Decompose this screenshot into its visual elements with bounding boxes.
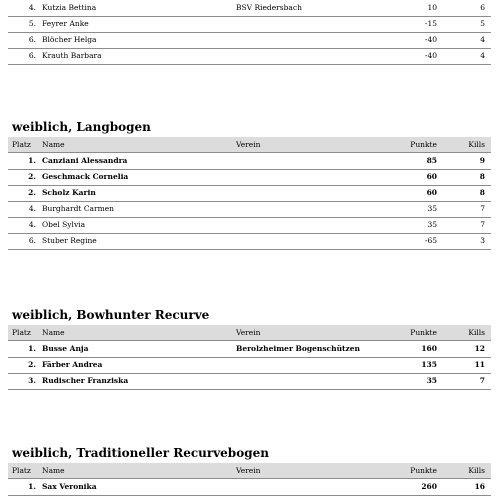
cell-kills: 5 bbox=[480, 19, 485, 28]
cell-punkte: -65 bbox=[424, 236, 437, 245]
cell-name: Krauth Barbara bbox=[42, 51, 102, 60]
column-header-kills: Kills bbox=[468, 466, 485, 475]
column-header-punkte: Punkte bbox=[410, 328, 437, 337]
cell-platz: 4. bbox=[28, 204, 36, 213]
table-header bbox=[8, 463, 491, 479]
table-row bbox=[8, 153, 491, 170]
column-header-platz: Platz bbox=[12, 466, 31, 475]
cell-name: Färber Andrea bbox=[42, 360, 103, 369]
cell-platz: 2. bbox=[28, 360, 36, 369]
table-row bbox=[8, 0, 491, 17]
cell-punkte: 135 bbox=[421, 360, 437, 369]
cell-name: Feyrer Anke bbox=[42, 19, 89, 28]
column-header-punkte: Punkte bbox=[410, 466, 437, 475]
column-header-kills: Kills bbox=[468, 328, 485, 337]
table-row bbox=[8, 357, 491, 374]
cell-platz: 4. bbox=[28, 3, 36, 12]
column-header-name: Name bbox=[42, 466, 65, 475]
cell-punkte: 35 bbox=[426, 376, 437, 385]
cell-verein: BSV Riedersbach bbox=[236, 3, 302, 12]
cell-punkte: -40 bbox=[424, 51, 437, 60]
cell-platz: 2. bbox=[28, 188, 36, 197]
cell-punkte: 160 bbox=[421, 344, 437, 353]
cell-kills: 7 bbox=[480, 204, 485, 213]
cell-platz: 5. bbox=[28, 19, 36, 28]
cell-kills: 3 bbox=[480, 236, 485, 245]
column-header-kills: Kills bbox=[468, 140, 485, 149]
cell-platz: 1. bbox=[28, 156, 36, 165]
cell-punkte: 10 bbox=[427, 3, 437, 12]
cell-punkte: -40 bbox=[424, 35, 437, 44]
cell-platz: 1. bbox=[28, 344, 36, 353]
cell-name: Burghardt Carmen bbox=[42, 204, 114, 213]
cell-name: Scholz Karin bbox=[42, 188, 96, 197]
table-row bbox=[8, 217, 491, 234]
cell-kills: 7 bbox=[480, 220, 485, 229]
column-header-verein: Verein bbox=[236, 140, 261, 149]
cell-platz: 6. bbox=[28, 35, 36, 44]
cell-kills: 4 bbox=[480, 51, 485, 60]
cell-punkte: 85 bbox=[426, 156, 437, 165]
column-header-verein: Verein bbox=[236, 328, 261, 337]
cell-kills: 11 bbox=[474, 360, 485, 369]
cell-punkte: 60 bbox=[426, 188, 437, 197]
cell-name: Blöcher Helga bbox=[42, 35, 97, 44]
cell-platz: 2. bbox=[28, 172, 36, 181]
column-header-name: Name bbox=[42, 140, 65, 149]
cell-name: Canziani Alessandra bbox=[42, 156, 128, 165]
cell-punkte: 260 bbox=[421, 482, 437, 491]
column-header-name: Name bbox=[42, 328, 65, 337]
table-row bbox=[8, 32, 491, 49]
cell-punkte: -15 bbox=[424, 19, 437, 28]
section-title: weiblich, Bowhunter Recurve bbox=[12, 308, 210, 322]
table-row bbox=[8, 479, 491, 496]
cell-kills: 6 bbox=[480, 3, 485, 12]
table-row bbox=[8, 341, 491, 358]
cell-kills: 7 bbox=[479, 376, 485, 385]
table-header bbox=[8, 137, 491, 153]
table-row bbox=[8, 185, 491, 202]
cell-kills: 16 bbox=[474, 482, 485, 491]
table-row bbox=[8, 16, 491, 33]
table-row bbox=[8, 373, 491, 390]
column-header-platz: Platz bbox=[12, 328, 31, 337]
cell-platz: 3. bbox=[28, 376, 36, 385]
table-row bbox=[8, 169, 491, 186]
cell-verein: Berolzheimer Bogenschützen bbox=[236, 344, 360, 353]
section-title: weiblich, Traditioneller Recurvebogen bbox=[12, 446, 269, 460]
cell-name: Geschmack Cornelia bbox=[42, 172, 129, 181]
cell-platz: 6. bbox=[28, 236, 36, 245]
cell-platz: 6. bbox=[28, 51, 36, 60]
cell-kills: 4 bbox=[480, 35, 485, 44]
section-title: weiblich, Langbogen bbox=[12, 120, 151, 134]
column-header-platz: Platz bbox=[12, 140, 31, 149]
cell-kills: 9 bbox=[479, 156, 485, 165]
cell-name: Stuber Regine bbox=[42, 236, 97, 245]
cell-punkte: 35 bbox=[427, 204, 437, 213]
table-row bbox=[8, 233, 491, 250]
cell-kills: 12 bbox=[474, 344, 485, 353]
cell-punkte: 35 bbox=[427, 220, 437, 229]
cell-name: Obel Sylvia bbox=[42, 220, 86, 229]
cell-name: Kutzia Bettina bbox=[42, 3, 97, 12]
cell-name: Sax Veronika bbox=[42, 482, 97, 491]
cell-kills: 8 bbox=[479, 172, 485, 181]
table-row bbox=[8, 201, 491, 218]
column-header-verein: Verein bbox=[236, 466, 261, 475]
column-header-punkte: Punkte bbox=[410, 140, 437, 149]
cell-kills: 8 bbox=[479, 188, 485, 197]
cell-punkte: 60 bbox=[426, 172, 437, 181]
table-header bbox=[8, 325, 491, 341]
cell-name: Busse Anja bbox=[42, 344, 89, 353]
cell-platz: 4. bbox=[28, 220, 36, 229]
cell-name: Rudischer Franziska bbox=[42, 376, 129, 385]
cell-platz: 1. bbox=[28, 482, 36, 491]
table-row bbox=[8, 48, 491, 65]
